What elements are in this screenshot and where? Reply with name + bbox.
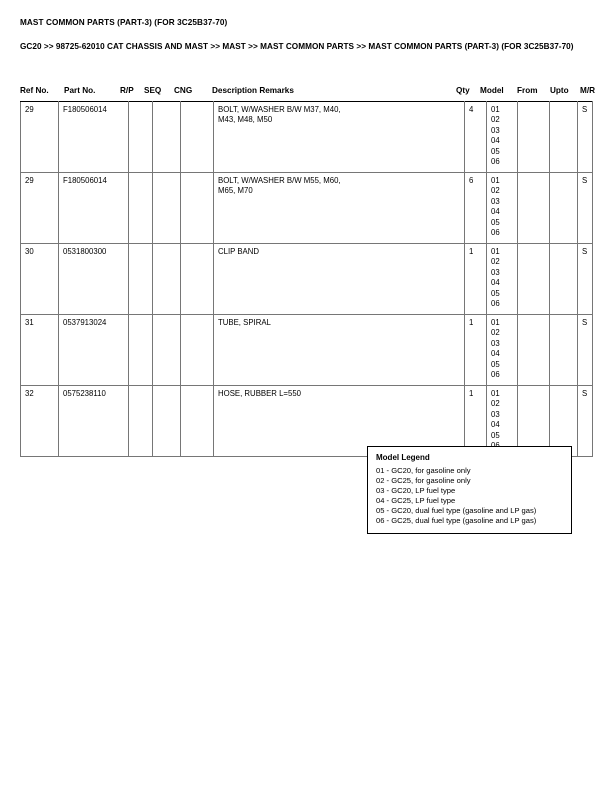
description-line-2: M43, M48, M50: [218, 115, 273, 125]
column-header-upto: Upto: [550, 86, 569, 95]
model-code: 04: [491, 349, 500, 359]
column-header-description: Description Remarks: [212, 86, 294, 95]
cell-mr: S: [578, 173, 593, 244]
cell-ref-no: 30: [21, 244, 59, 315]
cell-model: [487, 315, 518, 386]
model-code: 05: [491, 288, 500, 298]
cell-part-no: F180506014: [59, 102, 129, 173]
table-column-headers: [20, 86, 596, 100]
model-legend-item: 04 - GC25, LP fuel type: [376, 496, 456, 505]
column-header-model: Model: [480, 86, 504, 95]
cell-qty: 1: [465, 386, 487, 457]
column-header-mr: M/R: [580, 86, 596, 95]
model-code: 05: [491, 217, 500, 227]
cell-qty: 1: [465, 315, 487, 386]
parts-table: [20, 101, 593, 457]
model-legend: [367, 446, 572, 534]
description-line-1: HOSE, RUBBER L=550: [218, 389, 301, 398]
model-code: 04: [491, 207, 500, 217]
cell-model: [487, 244, 518, 315]
table-row[interactable]: [21, 244, 593, 315]
cell-mr: S: [578, 315, 593, 386]
model-legend-title: Model Legend: [376, 453, 430, 462]
description-line-1: TUBE, SPIRAL: [218, 318, 271, 327]
column-header-ref-no: Ref No.: [20, 86, 49, 95]
cell-part-no: 0575238110: [59, 386, 129, 457]
model-code: 01: [491, 247, 500, 256]
cell-upto: [550, 244, 578, 315]
cell-description: [214, 244, 465, 315]
table-row[interactable]: [21, 102, 593, 173]
cell-model: [487, 102, 518, 173]
model-code: 06: [491, 370, 500, 380]
model-legend-item: 06 - GC25, dual fuel type (gasoline and LP gas): [376, 516, 537, 525]
cell-mr: S: [578, 244, 593, 315]
column-header-qty: Qty: [456, 86, 470, 95]
cell-mr: S: [578, 386, 593, 457]
model-code: 01: [491, 176, 500, 185]
page-title: MAST COMMON PARTS (PART-3) (FOR 3C25B37-70): [20, 18, 228, 27]
model-legend-item: 01 - GC20, for gasoline only: [376, 466, 471, 475]
model-code: 03: [491, 267, 500, 277]
model-code: 01: [491, 105, 500, 114]
cell-part-no: 0537913024: [59, 315, 129, 386]
cell-description: [214, 173, 465, 244]
column-header-from: From: [517, 86, 538, 95]
cell-cng: [181, 173, 214, 244]
model-code: 02: [491, 186, 500, 196]
model-code: 02: [491, 115, 500, 125]
cell-cng: [181, 244, 214, 315]
cell-ref-no: 31: [21, 315, 59, 386]
model-code: 04: [491, 420, 500, 430]
cell-seq: [153, 244, 181, 315]
cell-description: [214, 315, 465, 386]
cell-description: [214, 102, 465, 173]
cell-from: [518, 244, 550, 315]
table-row[interactable]: [21, 315, 593, 386]
cell-seq: [153, 173, 181, 244]
cell-cng: [181, 102, 214, 173]
model-code: 03: [491, 125, 500, 135]
cell-part-no: 0531800300: [59, 244, 129, 315]
column-header-rp: R/P: [120, 86, 134, 95]
cell-qty: 4: [465, 102, 487, 173]
model-code: 04: [491, 136, 500, 146]
cell-rp: [129, 315, 153, 386]
column-header-cng: CNG: [174, 86, 193, 95]
cell-qty: 1: [465, 244, 487, 315]
model-code: 04: [491, 278, 500, 288]
model-code: 02: [491, 399, 500, 409]
table-row[interactable]: [21, 173, 593, 244]
cell-model: [487, 173, 518, 244]
model-code: 02: [491, 328, 500, 338]
model-legend-item: 05 - GC20, dual fuel type (gasoline and LP gas): [376, 506, 537, 515]
description-line-1: BOLT, W/WASHER B/W M55, M60,: [218, 176, 341, 185]
cell-rp: [129, 173, 153, 244]
cell-from: [518, 173, 550, 244]
cell-seq: [153, 315, 181, 386]
description-line-1: CLIP BAND: [218, 247, 260, 256]
column-header-part-no: Part No.: [64, 86, 96, 95]
cell-qty: 6: [465, 173, 487, 244]
model-code: 05: [491, 146, 500, 156]
model-legend-item: 03 - GC20, LP fuel type: [376, 486, 456, 495]
cell-ref-no: 29: [21, 173, 59, 244]
cell-upto: [550, 315, 578, 386]
model-code: 06: [491, 228, 500, 238]
model-code: 03: [491, 196, 500, 206]
cell-cng: [181, 315, 214, 386]
cell-mr: S: [578, 102, 593, 173]
model-code: 05: [491, 430, 500, 440]
description-line-2: M65, M70: [218, 186, 253, 196]
model-code: 03: [491, 409, 500, 419]
cell-seq: [153, 386, 181, 457]
cell-ref-no: 32: [21, 386, 59, 457]
cell-upto: [550, 173, 578, 244]
cell-rp: [129, 102, 153, 173]
description-line-1: BOLT, W/WASHER B/W M37, M40,: [218, 105, 341, 114]
model-code: 01: [491, 318, 500, 327]
model-code: 06: [491, 157, 500, 167]
model-code: 05: [491, 359, 500, 369]
cell-seq: [153, 102, 181, 173]
model-code: 01: [491, 389, 500, 398]
model-code: 02: [491, 257, 500, 267]
cell-from: [518, 315, 550, 386]
cell-rp: [129, 244, 153, 315]
model-code: 06: [491, 299, 500, 309]
cell-rp: [129, 386, 153, 457]
breadcrumb: GC20 >> 98725-62010 CAT CHASSIS AND MAST >> MAST >> MAST COMMON PARTS >> MAST COMMON PARTS (PART-3) (FOR 3C25B37-70): [20, 42, 574, 51]
model-legend-item: 02 - GC25, for gasoline only: [376, 476, 471, 485]
model-code: 03: [491, 338, 500, 348]
cell-upto: [550, 102, 578, 173]
cell-part-no: F180506014: [59, 173, 129, 244]
cell-ref-no: 29: [21, 102, 59, 173]
cell-cng: [181, 386, 214, 457]
cell-from: [518, 102, 550, 173]
column-header-seq: SEQ: [144, 86, 162, 95]
